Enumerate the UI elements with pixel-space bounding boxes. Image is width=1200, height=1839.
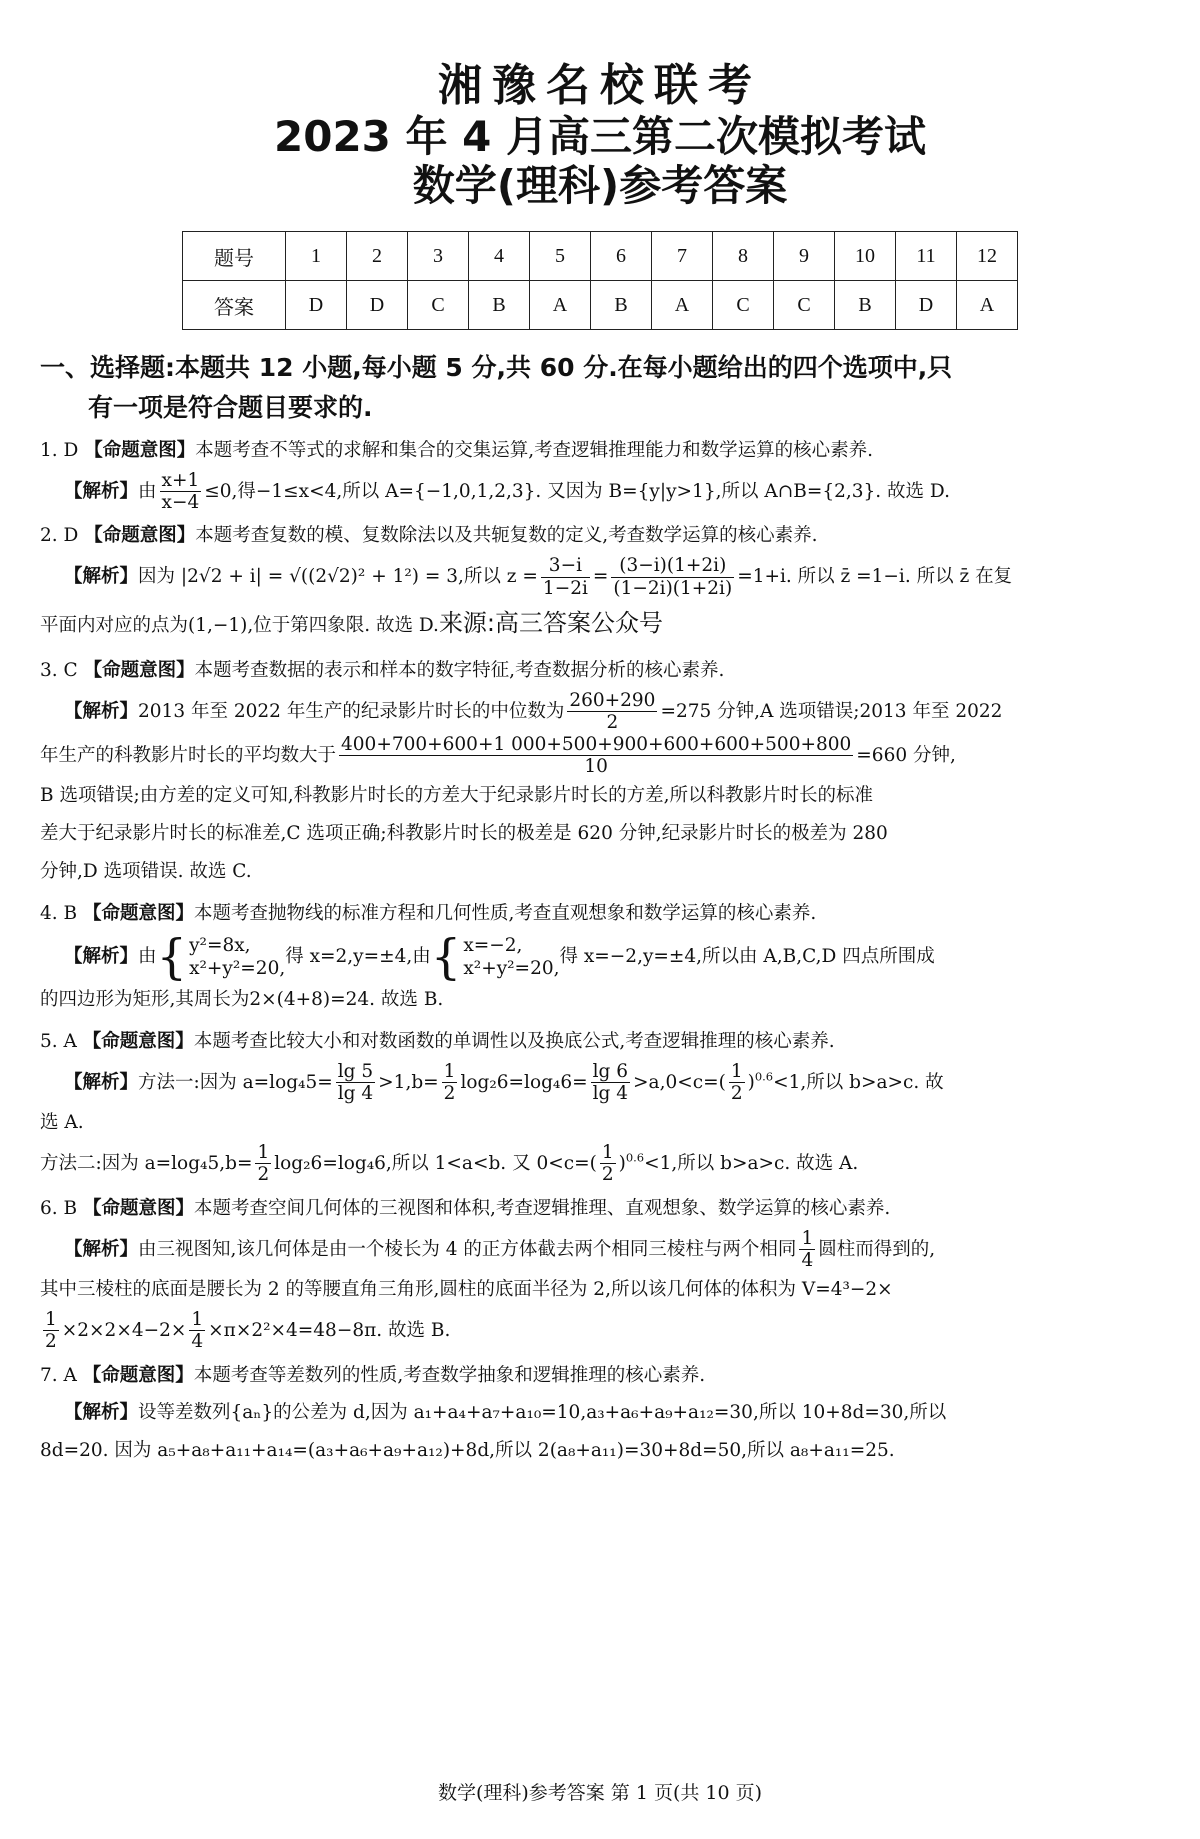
intent-label: 【命题意图】 bbox=[84, 525, 196, 547]
analysis-label: 【解析】 bbox=[64, 480, 139, 502]
analysis-text: 差大于纪录影片时长的标准差,C 选项正确;科教影片时长的极差是 620 分钟,纪录影片时长的极差为 280 bbox=[40, 823, 888, 844]
analysis-text: 由 bbox=[138, 480, 157, 502]
analysis-text: 年生产的科教影片时长的平均数大于 bbox=[40, 744, 337, 766]
analysis-text: 设等差数列{aₙ}的公差为 d,因为 a₁+a₄+a₇+a₁₀=10,a₃+a₆+a₉+a₁₂=30,所以 10+8d=30,所以 bbox=[138, 1402, 947, 1424]
answer-cell: D bbox=[286, 281, 347, 330]
answer-cell: A bbox=[652, 281, 713, 330]
section-heading bbox=[40, 348, 1160, 428]
analysis-text: 的四边形为矩形,其周长为2×(4+8)=24. 故选 B. bbox=[40, 988, 444, 1010]
analysis-text: =275 分钟,A 选项错误;2013 年至 2022 bbox=[660, 700, 1003, 722]
fraction bbox=[541, 555, 590, 599]
subject-title: 数学(理科)参考答案 bbox=[412, 161, 788, 211]
analysis-text: 得 x=−2,y=±4,所以由 A,B,C,D 四点所围成 bbox=[559, 945, 935, 967]
analysis-text: 分钟,D 选项错误. 故选 C. bbox=[40, 860, 252, 882]
numerator: 1 bbox=[257, 1142, 270, 1164]
numerator: 260+290 bbox=[569, 690, 656, 712]
denominator: 2 bbox=[606, 712, 619, 734]
numerator: 1 bbox=[443, 1060, 456, 1082]
exam-name-title: 2023 年 4 月高三第二次模拟考试 bbox=[274, 111, 926, 161]
analysis-text: >1,b= bbox=[378, 1071, 439, 1093]
answer-cell: B bbox=[469, 281, 530, 330]
fraction bbox=[600, 1142, 616, 1186]
analysis-text: ×2×2×4−2× bbox=[61, 1319, 187, 1341]
answer-cell: B bbox=[835, 281, 896, 330]
analysis-text: 平面内对应的点为(1,−1),位于第四象限. 故选 D. bbox=[40, 614, 439, 636]
analysis-label: 【解析】 bbox=[64, 566, 139, 588]
denominator: lg 4 bbox=[337, 1082, 374, 1104]
question-number-cell: 3 bbox=[408, 232, 469, 281]
equation: x=−2, bbox=[463, 934, 523, 956]
answer-cell: A bbox=[530, 281, 591, 330]
question-number-cell: 9 bbox=[774, 232, 835, 281]
question-number-cell: 12 bbox=[957, 232, 1018, 281]
numerator: 1 bbox=[45, 1308, 57, 1330]
answer-cell: D bbox=[347, 281, 408, 330]
fraction bbox=[160, 470, 202, 514]
analysis-text: ) bbox=[747, 1071, 755, 1093]
fraction bbox=[336, 1061, 375, 1105]
analysis-text: ×π×2²×4=48−8π. 故选 B. bbox=[208, 1319, 451, 1341]
answer-row bbox=[183, 281, 1018, 330]
question-number-cell: 8 bbox=[713, 232, 774, 281]
numerator: lg 6 bbox=[592, 1060, 629, 1082]
fraction bbox=[591, 1061, 630, 1105]
fraction bbox=[255, 1142, 271, 1186]
equation: y²=8x, bbox=[189, 934, 251, 956]
question-5 bbox=[40, 1023, 1160, 1186]
analysis-label: 【解析】 bbox=[64, 1402, 139, 1424]
answer-cell: C bbox=[713, 281, 774, 330]
fraction bbox=[339, 734, 853, 778]
question-2 bbox=[40, 517, 1160, 648]
intent-text: 本题考查不等式的求解和集合的交集运算,考查逻辑推理能力和数学运算的核心素养. bbox=[195, 440, 874, 461]
question-number: 4. B bbox=[40, 902, 78, 924]
analysis-text: 得 x=2,y=±4,由 bbox=[285, 945, 431, 967]
analysis-text: 选 A. bbox=[40, 1112, 84, 1134]
intent-label: 【命题意图】 bbox=[82, 1030, 194, 1052]
denominator: (1−2i)(1+2i) bbox=[613, 577, 733, 599]
analysis-text: ≤0,得−1≤x<4,所以 A={−1,0,1,2,3}. 又因为 B={y|y>1},所以 A∩B={2,3}. 故选 D. bbox=[204, 480, 950, 502]
equation-system: { y²=8x, x²+y²=20, bbox=[156, 928, 286, 985]
analysis-text: <1,所以 b>a>c. 故选 A. bbox=[644, 1152, 859, 1174]
question-number: 7. A bbox=[40, 1364, 77, 1386]
question-number: 6. B bbox=[40, 1197, 78, 1219]
analysis-text: 其中三棱柱的底面是腰长为 2 的等腰直角三角形,圆柱的底面半径为 2,所以该几何体的体积为 V=4³−2× bbox=[40, 1279, 893, 1301]
analysis-text: 由三视图知,该几何体是由一个棱长为 4 的正方体截去两个相同三棱柱与两个相同 bbox=[138, 1238, 797, 1260]
analysis-text: 方法二:因为 a=log₄5,b= bbox=[40, 1152, 253, 1174]
question-number: 1. D bbox=[40, 440, 79, 461]
question-3 bbox=[40, 652, 1160, 891]
numerator: 400+700+600+1 000+500+900+600+600+500+800 bbox=[341, 733, 852, 755]
question-1 bbox=[40, 432, 1160, 513]
intent-text: 本题考查抛物线的标准方程和几何性质,考查直观想象和数学运算的核心素养. bbox=[194, 902, 817, 924]
analysis-text: 由 bbox=[138, 945, 157, 967]
answer-table bbox=[182, 231, 1018, 330]
question-number-cell: 1 bbox=[286, 232, 347, 281]
analysis-text: >a,0<c=( bbox=[633, 1071, 726, 1093]
analysis-text: ) bbox=[618, 1152, 626, 1174]
intent-label: 【命题意图】 bbox=[83, 902, 195, 924]
denominator: 4 bbox=[801, 1249, 814, 1271]
numerator: 1 bbox=[601, 1142, 614, 1164]
denominator: 2 bbox=[601, 1164, 614, 1186]
denominator: lg 4 bbox=[592, 1082, 629, 1104]
denominator: 2 bbox=[45, 1331, 57, 1353]
denominator: x−4 bbox=[161, 492, 200, 514]
analysis-text: log₂6=log₄6,所以 1<a<b. 又 0<c=( bbox=[274, 1152, 597, 1174]
question-number-cell: 5 bbox=[530, 232, 591, 281]
question-number: 2. D bbox=[40, 525, 79, 547]
analysis-text: 方法一:因为 a=log₄5= bbox=[138, 1071, 333, 1093]
intent-text: 本题考查空间几何体的三视图和体积,考查逻辑推理、直观想象、数学运算的核心素养. bbox=[194, 1197, 891, 1219]
analysis-text: B 选项错误;由方差的定义可知,科教影片时长的方差大于纪录影片时长的方差,所以科教影片时长的标准 bbox=[40, 785, 873, 807]
analysis-label: 【解析】 bbox=[64, 700, 139, 722]
fraction bbox=[189, 1309, 205, 1353]
intent-text: 本题考查复数的模、复数除法以及共轭复数的定义,考查数学运算的核心素养. bbox=[195, 525, 818, 547]
answer-cell: A bbox=[957, 281, 1018, 330]
equation: x²+y²=20, bbox=[463, 957, 560, 979]
fraction bbox=[43, 1309, 59, 1353]
analysis-text: 因为 |2√2 + i| = √((2√2)² + 1²) = 3,所以 z = bbox=[138, 566, 538, 588]
fraction bbox=[729, 1061, 745, 1105]
question-number-cell: 4 bbox=[469, 232, 530, 281]
question-number-cell: 11 bbox=[896, 232, 957, 281]
section-heading-line1: 一、选择题:本题共 12 小题,每小题 5 分,共 60 分.在每小题给出的四个选项中,只 bbox=[40, 353, 953, 382]
question-number-row bbox=[183, 232, 1018, 281]
analysis-text: 2013 年至 2022 年生产的纪录影片时长的中位数为 bbox=[138, 700, 565, 722]
denominator: 10 bbox=[584, 755, 608, 777]
fraction bbox=[442, 1061, 458, 1105]
denominator: 2 bbox=[730, 1082, 743, 1104]
question-number: 5. A bbox=[40, 1030, 77, 1052]
exponent: 0.6 bbox=[625, 1150, 645, 1165]
source-note: 来源:高三答案公众号 bbox=[438, 608, 664, 637]
denominator: 1−2i bbox=[542, 577, 588, 599]
solutions bbox=[40, 432, 1160, 1470]
intent-text: 本题考查等差数列的性质,考查数学抽象和逻辑推理的核心素养. bbox=[193, 1364, 706, 1386]
question-4 bbox=[40, 895, 1160, 1019]
equation: x²+y²=20, bbox=[189, 957, 286, 979]
intent-label: 【命题意图】 bbox=[83, 1197, 195, 1219]
title-block bbox=[40, 60, 1160, 211]
fraction bbox=[567, 690, 657, 734]
intent-label: 【命题意图】 bbox=[83, 660, 195, 682]
analysis-text: 8d=20. 因为 a₅+a₈+a₁₁+a₁₄=(a₃+a₆+a₉+a₁₂)+8d,所以 2(a₈+a₁₁)=30+8d=50,所以 a₈+a₁₁=25. bbox=[40, 1440, 895, 1462]
section-heading-line2: 有一项是符合题目要求的. bbox=[88, 393, 373, 422]
numerator: (3−i)(1+2i) bbox=[611, 555, 734, 577]
numerator: lg 5 bbox=[337, 1060, 374, 1082]
numerator: 1 bbox=[801, 1227, 814, 1249]
question-number-cell: 7 bbox=[652, 232, 713, 281]
analysis-label: 【解析】 bbox=[64, 945, 139, 967]
answer-cell: D bbox=[896, 281, 957, 330]
denominator: 4 bbox=[191, 1331, 204, 1353]
intent-label: 【命题意图】 bbox=[82, 1364, 194, 1386]
numerator: x+1 bbox=[161, 469, 200, 491]
exam-org-title: 湘豫名校联考 bbox=[438, 60, 762, 111]
fraction bbox=[611, 555, 734, 599]
page-footer: 数学(理科)参考答案 第 1 页(共 10 页) bbox=[437, 1782, 763, 1804]
analysis-label: 【解析】 bbox=[64, 1238, 139, 1260]
equation-system: { x=−2, x²+y²=20, bbox=[430, 928, 560, 985]
question-number-cell: 10 bbox=[835, 232, 896, 281]
intent-label: 【命题意图】 bbox=[84, 440, 196, 461]
question-number: 3. C bbox=[40, 660, 78, 682]
analysis-text: =1+i. 所以 z̄ =1−i. 所以 z̄ 在复 bbox=[737, 566, 1013, 588]
intent-text: 本题考查比较大小和对数函数的单调性以及换底公式,考查逻辑推理的核心素养. bbox=[193, 1030, 835, 1052]
row-label-number: 题号 bbox=[183, 232, 286, 281]
analysis-text: = bbox=[592, 566, 609, 588]
intent-text: 本题考查数据的表示和样本的数字特征,考查数据分析的核心素养. bbox=[194, 660, 725, 682]
question-number-cell: 6 bbox=[591, 232, 652, 281]
numerator: 3−i bbox=[541, 555, 590, 577]
denominator: 2 bbox=[443, 1082, 456, 1104]
answer-cell: C bbox=[408, 281, 469, 330]
exponent: 0.6 bbox=[754, 1069, 774, 1084]
question-6 bbox=[40, 1190, 1160, 1353]
fraction bbox=[799, 1228, 815, 1272]
analysis-text: =660 分钟, bbox=[856, 744, 956, 766]
question-number-cell: 2 bbox=[347, 232, 408, 281]
numerator: 1 bbox=[730, 1060, 743, 1082]
row-label-answer: 答案 bbox=[183, 281, 286, 330]
analysis-label: 【解析】 bbox=[64, 1071, 139, 1093]
question-7 bbox=[40, 1357, 1160, 1471]
analysis-text: 圆柱而得到的, bbox=[818, 1238, 936, 1260]
answer-cell: B bbox=[591, 281, 652, 330]
numerator: 1 bbox=[191, 1308, 204, 1330]
analysis-text: <1,所以 b>a>c. 故 bbox=[773, 1071, 944, 1093]
answer-cell: C bbox=[774, 281, 835, 330]
analysis-text: log₂6=log₄6= bbox=[460, 1071, 588, 1093]
denominator: 2 bbox=[257, 1164, 270, 1186]
